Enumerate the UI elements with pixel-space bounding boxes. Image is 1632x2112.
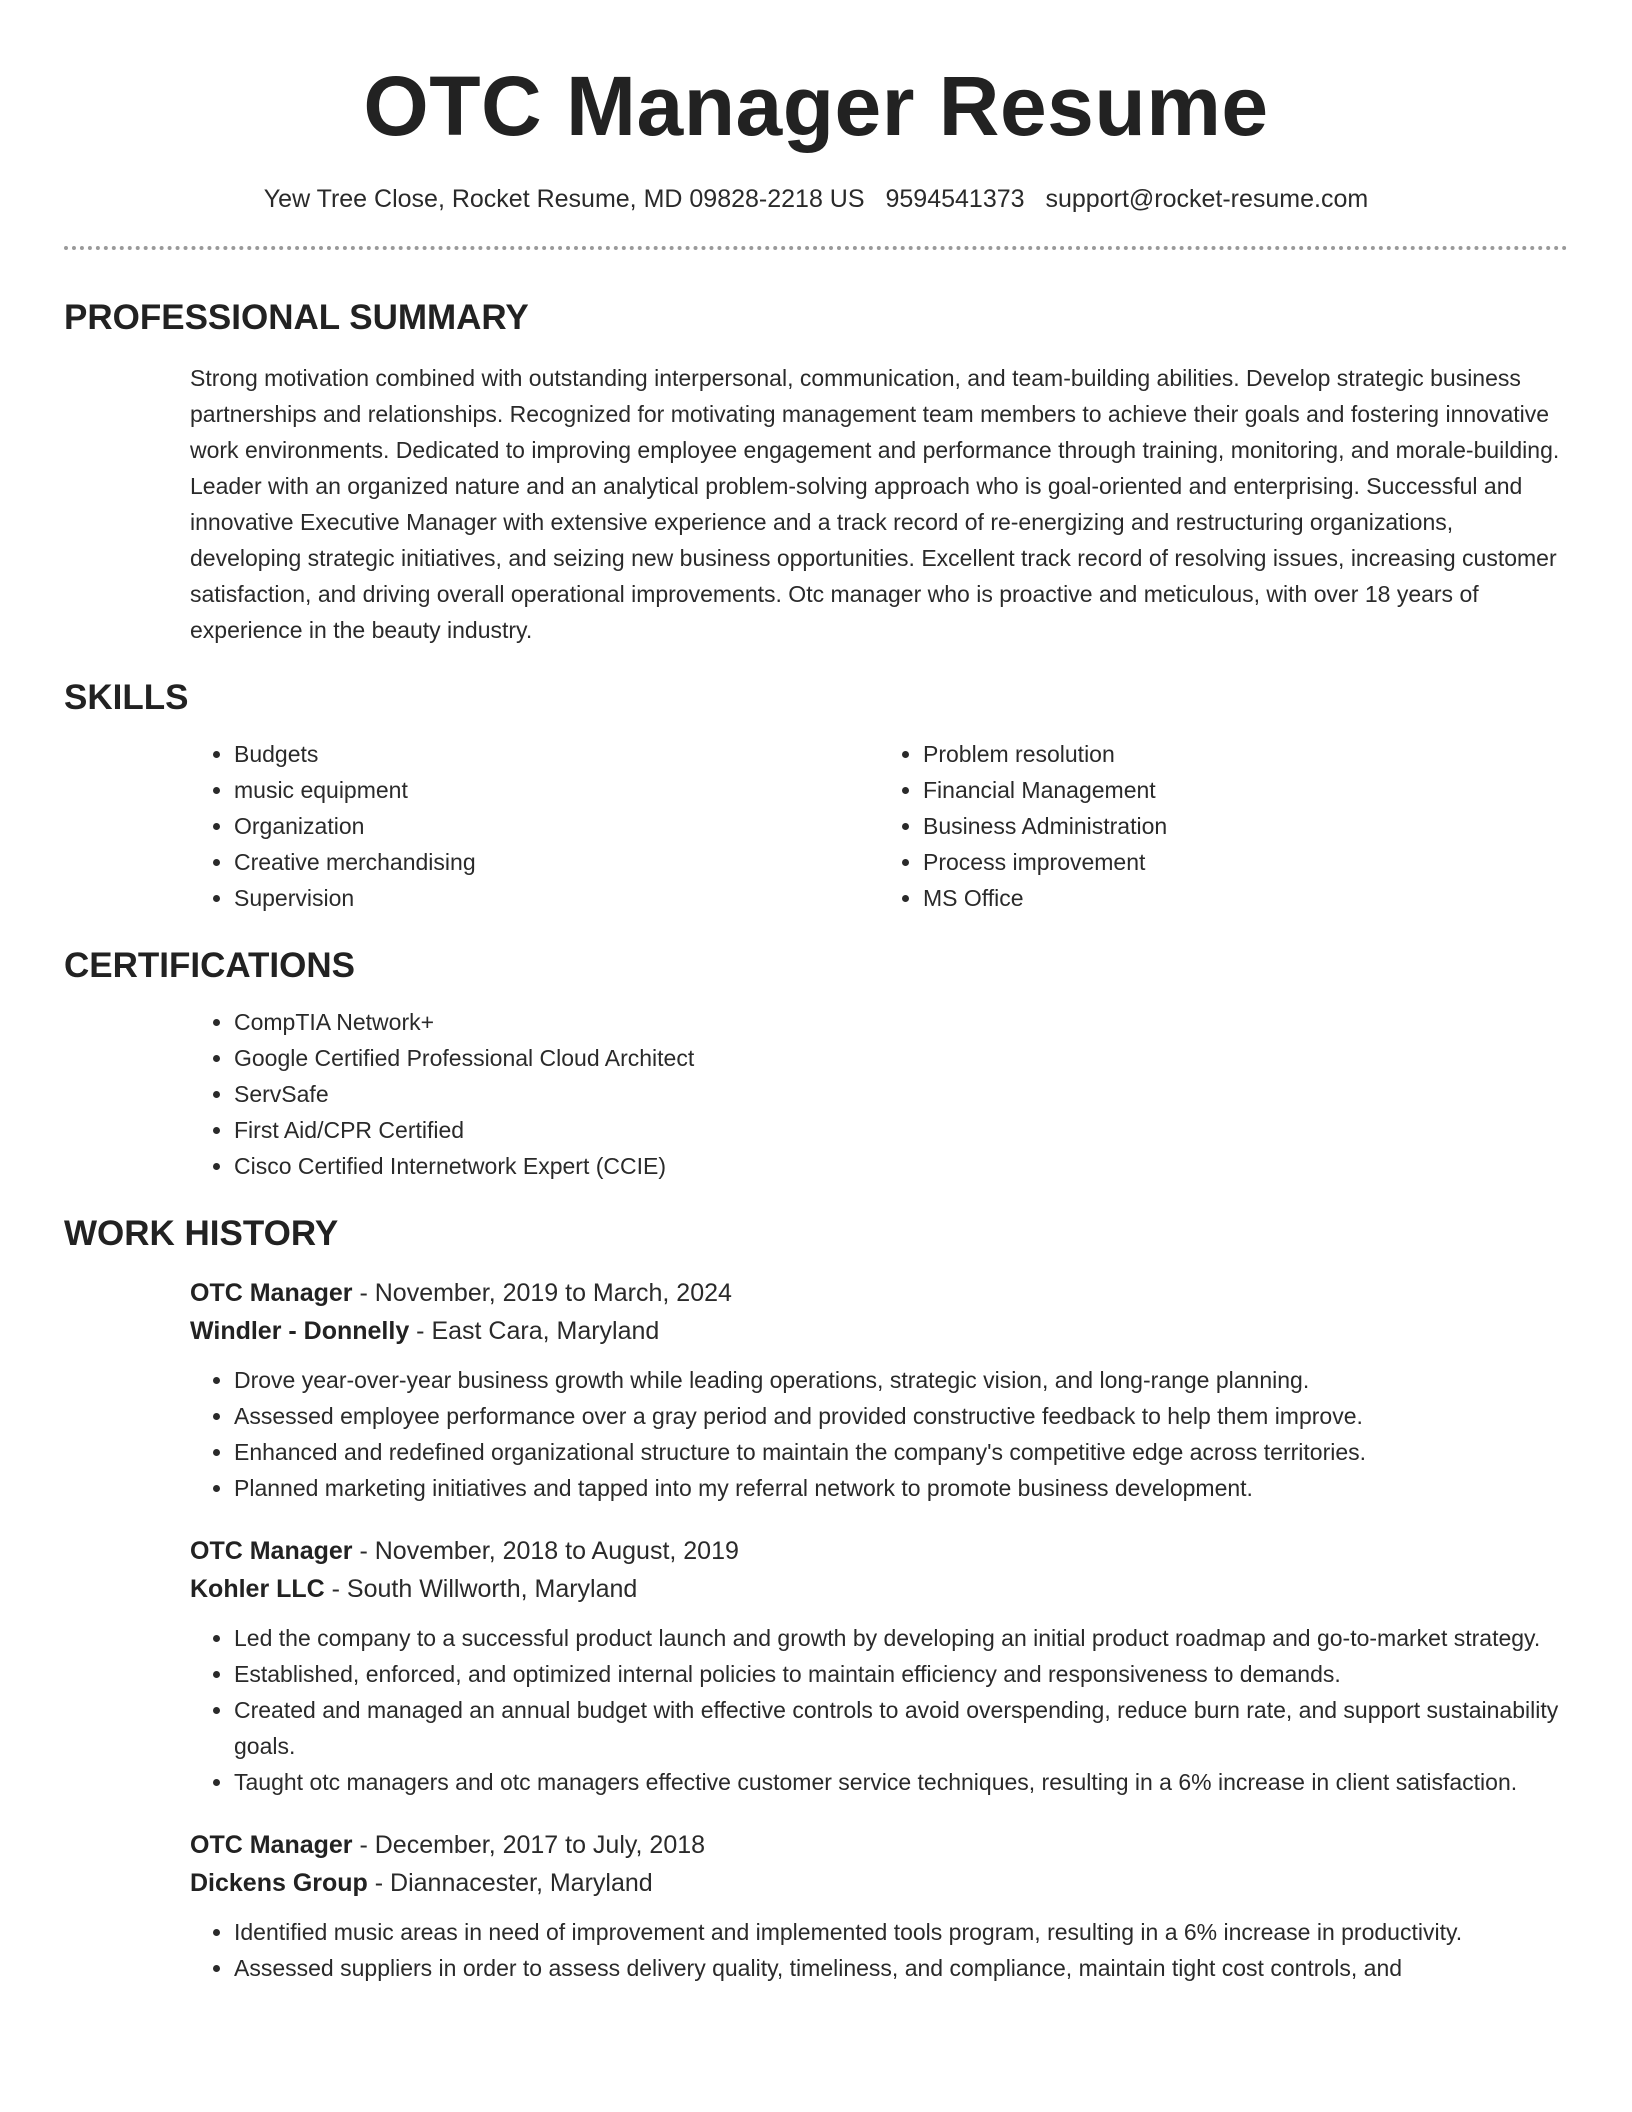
skills-list-left (190, 736, 879, 916)
job-bullets (190, 1914, 1568, 1986)
job-bullet: • Established, enforced, and optimized internal policies to maintain efficiency and responsiveness to demands. (234, 1656, 1568, 1692)
skill-item: • Budgets (234, 736, 879, 772)
job-dates: - November, 2018 to August, 2019 (352, 1537, 739, 1565)
header-divider (64, 246, 1568, 250)
certification-item: • Google Certified Professional Cloud Architect (234, 1040, 1568, 1076)
job-bullet: • Assessed employee performance over a gray period and provided constructive feedback to help them improve. (234, 1398, 1568, 1434)
resume-page (64, 0, 1568, 1986)
job-entry (190, 1826, 1568, 1986)
skills-grid (190, 736, 1568, 916)
skill-item: • Financial Management (923, 772, 1568, 808)
skill-item: • Supervision (234, 880, 879, 916)
job-role-line (190, 1274, 1568, 1312)
job-bullets (190, 1620, 1568, 1800)
certification-item: • Cisco Certified Internetwork Expert (CCIE) (234, 1148, 1568, 1184)
certification-item: • ServSafe (234, 1076, 1568, 1112)
job-location: - East Cara, Maryland (409, 1317, 660, 1345)
job-bullet: • Led the company to a successful product launch and growth by developing an initial product roadmap and go-to-market strategy. (234, 1620, 1568, 1656)
job-entry (190, 1274, 1568, 1506)
job-company-line (190, 1570, 1568, 1608)
certification-item: • CompTIA Network+ (234, 1004, 1568, 1040)
skill-item: • Organization (234, 808, 879, 844)
job-bullet: • Assessed suppliers in order to assess delivery quality, timeliness, and compliance, maintain tight cost controls, and (234, 1950, 1568, 1986)
job-location: - South Willworth, Maryland (324, 1575, 638, 1603)
job-company-line (190, 1864, 1568, 1902)
job-bullet: • Drove year-over-year business growth while leading operations, strategic vision, and long-range planning. (234, 1362, 1568, 1398)
job-bullet: • Taught otc managers and otc managers effective customer service techniques, resulting in a 6% increase in client satisfaction. (234, 1764, 1568, 1800)
skill-item: • Problem resolution (923, 736, 1568, 772)
job-bullet: • Created and managed an annual budget with effective controls to avoid overspending, reduce burn rate, and support sustainability goals. (234, 1692, 1568, 1764)
job-company: Windler - Donnelly (190, 1317, 410, 1345)
certifications-heading: CERTIFICATIONS (64, 946, 356, 985)
job-bullet: • Enhanced and redefined organizational structure to maintain the company's competitive edge across territories. (234, 1434, 1568, 1470)
skill-item: • MS Office (923, 880, 1568, 916)
summary-text: Strong motivation combined with outstanding interpersonal, communication, and team-building abilities. Develop strategic business partnerships and relationships. Recognized for motivating management team members to achieve their goals and fostering innovative work environments. Dedicated to improving employee engagement and performance through training, monitoring, and morale-building. Leader with an organized nature and an analytical problem-solving approach who is goal-oriented and enterprising. Successful and innovative Executive Manager with extensive experience and a track record of re-energizing and restructuring organizations, developing strategic initiatives, and seizing new business opportunities. Excellent track record of resolving issues, increasing customer satisfaction, and driving overall operational improvements. Otc manager who is proactive and meticulous, with over 18 years of experience in the beauty industry. (190, 365, 1560, 643)
job-location: - Diannacester, Maryland (367, 1869, 653, 1897)
job-role: OTC Manager (190, 1279, 353, 1307)
certifications-list (190, 1004, 1568, 1184)
job-company: Dickens Group (190, 1869, 368, 1897)
resume-title: OTC Manager Resume (363, 59, 1269, 153)
job-role: OTC Manager (190, 1537, 353, 1565)
skill-item: • Process improvement (923, 844, 1568, 880)
job-bullets (190, 1362, 1568, 1506)
job-role: OTC Manager (190, 1831, 353, 1859)
certification-item: • First Aid/CPR Certified (234, 1112, 1568, 1148)
job-company-line (190, 1312, 1568, 1350)
certifications-items (190, 1004, 1568, 1184)
skill-item: • Creative merchandising (234, 844, 879, 880)
job-role-line (190, 1532, 1568, 1570)
skill-item: • Business Administration (923, 808, 1568, 844)
job-company: Kohler LLC (190, 1575, 325, 1603)
contact-info (64, 182, 1568, 216)
job-dates: - December, 2017 to July, 2018 (352, 1831, 706, 1859)
contact-address: Yew Tree Close, Rocket Resume, MD 09828-2218 US (263, 185, 865, 213)
job-entry (190, 1532, 1568, 1800)
work-history-heading: WORK HISTORY (64, 1214, 339, 1253)
job-dates: - November, 2019 to March, 2024 (352, 1279, 732, 1307)
job-bullet: • Identified music areas in need of improvement and implemented tools program, resulting in a 6% increase in productivity. (234, 1914, 1568, 1950)
job-bullet: • Planned marketing initiatives and tapped into my referral network to promote business development. (234, 1470, 1568, 1506)
skills-heading: SKILLS (64, 678, 189, 717)
contact-email: support@rocket-resume.com (1045, 185, 1369, 213)
contact-phone: 9594541373 (885, 185, 1025, 213)
job-role-line (190, 1826, 1568, 1864)
skills-list-right (879, 736, 1568, 916)
summary-heading: PROFESSIONAL SUMMARY (64, 298, 529, 337)
skill-item: • music equipment (234, 772, 879, 808)
